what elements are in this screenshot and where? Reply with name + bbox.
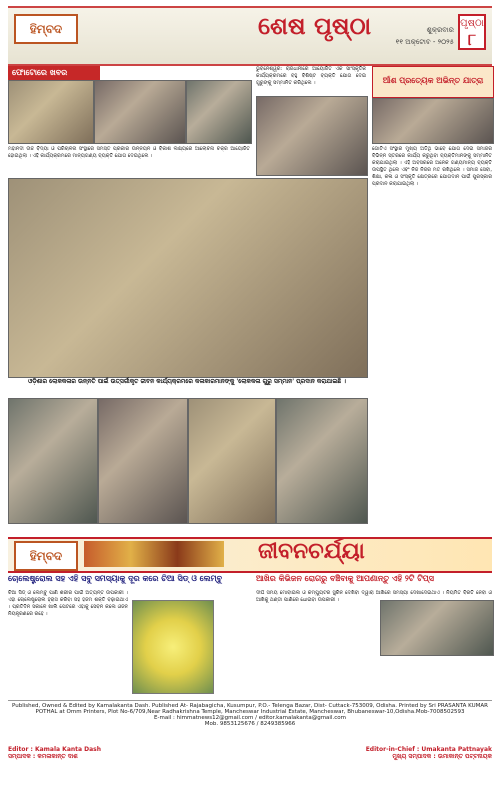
lifestyle-headline-left: ଚୋଲେଷ୍ଟ୍ରୋଲ ସହ ଏହି ସବୁ ସମସ୍ୟାକୁ ଦୂର କରେ ଚିଆ ସିଡ୍ ଓ ଲେମ୍ବୁ xyxy=(8,574,223,583)
section-title: ଶେଷ ପୃଷ୍ଠା xyxy=(258,12,372,40)
right-article-text: ଗୋଟିଏ ସଂସ୍ଥାର ମୁଖ୍ୟ ଅତିଥି ଭାବେ ଯୋଗ ଦେଇ ସମାଜର ବିଭିନ୍ନ ସ୍ତରରେ କାର୍ଯ୍ୟ କରୁଥିବା ବ୍ୟକ୍ତିମାନଙ୍କୁ ସମ୍ମାନିତ କରାଯାଇଥିଲା । ଏହି ଅବସରରେ ଅନେକ ଗଣ୍ୟମାନ୍ୟ ବ୍ୟକ୍ତି ଉପସ୍ଥିତ ଥିଲେ ଏବଂ ନିଜ ନିଜର ମତ ରଖିଥିଲେ । ସମାଜ ସେବା, ଶିକ୍ଷା, କଳା ଓ ସଂସ୍କୃତି କ୍ଷେତ୍ରରେ ଯୋଗଦାନ ପାଇଁ ପୁରସ୍କାର ପ୍ରଦାନ କରାଯାଇଥିଲା । xyxy=(372,146,492,187)
right-headline-box xyxy=(372,66,494,98)
lifestyle-headline-right: ଆଖିର କିଭିଜନ ରୋଗରୁ ବଞ୍ଚିବାକୁ ଆପଣାନ୍ତୁ ଏହି ୨ଟି ଟିପ୍ସ xyxy=(256,574,434,583)
editor-in-chief-odia: ମୁଖ୍ୟ ସମ୍ପାଦକ : ଉମାକାନ୍ତ ପଟ୍ଟନାୟକ xyxy=(392,753,492,760)
main-group-photo xyxy=(8,178,368,378)
footer-email: E-mail : himmatnews12@gmail.com / editor.kamalakanta@gmail.com xyxy=(154,715,346,721)
left-article-text: ମହାନଦୀ ଉଚ୍ଚ ବିଦ୍ୟା ଓ ପରିଚାଳନା ସଂସ୍ଥାରେ ସମସ୍ତ ପ୍ରକାର ଉନ୍ନୟନ ଓ ବିକାଶ ଲକ୍ଷ୍ୟରେ ଆଲୋଚନା ଚକ୍ର ଆୟୋଜିତ ହୋଇଥିଲା । ଏହି କାର୍ଯ୍ୟକ୍ରମରେ ମାନ୍ୟଗଣ୍ୟ ବ୍ୟକ୍ତି ଯୋଗ ଦେଇଥିଲେ । xyxy=(8,146,250,159)
newspaper-logo: ହିମ୍ବଦ xyxy=(14,14,78,44)
date-label: ୧୧ ଅକ୍ଟୋବ - ୨୦୨୫ xyxy=(395,38,454,46)
top-article-text: ଭୁବନେଶ୍ୱର: ରାଜଧାନୀରେ ଆୟୋଜିତ ଏକ ସାଂସ୍କୃତିକ କାର୍ଯ୍ୟକ୍ରମରେ ବହୁ ବିଶିଷ୍ଟ ବ୍ୟକ୍ତି ଯୋଗ ଦେଇ ଗୁରୁଙ୍କୁ ସମ୍ମାନିତ କରିଥିଲେ । xyxy=(256,66,366,86)
news-photo-bottom-4 xyxy=(276,398,368,524)
editor-name-odia: ସମ୍ପାଦକ : କମଳାକାନ୍ତ ଦାଶ xyxy=(8,753,78,760)
lifestyle-band xyxy=(8,537,492,573)
footer-publication-info: Published, Owned & Edited by Kamalakanta Dash. Published At- Rajabagicha, Kusumpur, P.O.- Telenga Bazar, Dist- Cuttack-753009, Odisha. Printed by Sri PRASANTA KUMAR POTHAL at Omm Printers, Plot No-6/709,Near Radhakrishna Temple, Mancheswar Industrial Estate, Mancheswar, Bhubaneswar-10,Odisha.Mob-7008502593 xyxy=(8,700,492,715)
main-photo-caption: ଓଡ଼ିଶାର ଲୋକକଳାର ଉନ୍ନତି ପାଇଁ ଉତ୍ସର୍ଗୀକୃତ ଜୀବନ କାର୍ଯ୍ୟକ୍ରମରେ କଳାକାରମାନଙ୍କୁ 'ଲୋକକଳା ଗୁରୁ ସମ୍ମାନ' ପ୍ରଦାନ କରାଯାଇଛି । xyxy=(28,378,346,385)
right-article-photo xyxy=(372,98,494,144)
page-number: ୮ xyxy=(467,30,477,49)
news-photo-top-mid xyxy=(256,96,368,176)
news-photo-left-1 xyxy=(8,80,94,144)
day-label: ଶୁକ୍ରବାର xyxy=(426,26,454,34)
lemon-chia-photo xyxy=(132,600,214,694)
news-photo-bottom-1 xyxy=(8,398,98,524)
lifestyle-food-photo xyxy=(84,541,224,567)
lifestyle-text-left: ଚିଆ ସିଡ୍ ଓ ଲେମ୍ବୁ ପାଣି ଶରୀର ପାଇଁ ଅତ୍ୟନ୍ତ ଉପକାରୀ । ଏହା ଚୋଲେଷ୍ଟ୍ରୋଲ ହ୍ରାସ କରିବା ସହ ହଜମ ଶକ୍ତି ବଢ଼ାଇଥାଏ । ପ୍ରତିଦିନ ସକାଳେ ଖାଲି ପେଟରେ ଏହାକୁ ସେବନ କଲେ ଓଜନ ନିୟନ୍ତ୍ରଣରେ ରହେ । xyxy=(8,590,128,617)
editor-in-chief: Editor-in-Chief : Umakanta Pattnayak xyxy=(365,746,492,753)
footer xyxy=(8,700,492,780)
masthead xyxy=(8,6,492,66)
page-label: ପୃଷ୍ଠା xyxy=(460,18,484,29)
news-photo-left-2 xyxy=(94,80,186,144)
lifestyle-logo: ହିମ୍ବଦ xyxy=(14,541,78,571)
editor-name: Editor : Kamala Kanta Dash xyxy=(8,746,102,753)
footer-phone: Mob. 9853125676 / 8249385966 xyxy=(204,721,296,727)
news-photo-bottom-3 xyxy=(188,398,276,524)
lifestyle-text-right: ଦୀର୍ଘ ସମୟ ମୋବାଇଲ ଓ କମ୍ପ୍ୟୁଟର ସ୍କ୍ରିନ ଦେଖିବା ଦ୍ୱାରା ଆଖିରେ ସମସ୍ୟା ଦେଖାଦେଇଥାଏ । ନିୟମିତ ବିରତି ନେବା ଓ ଆଖିକୁ ଥଣ୍ଡା ପାଣିରେ ଧୋଇବା ଉପକାରୀ । xyxy=(256,590,492,603)
eye-care-photo xyxy=(380,600,494,656)
photo-news-banner: ଫୋଟୋରେ ଖବର xyxy=(8,66,100,80)
page-number-box xyxy=(458,14,486,50)
news-photo-left-3 xyxy=(186,80,252,144)
lifestyle-title: ଜୀବନଚର୍ଯ୍ୟା xyxy=(258,539,365,564)
right-headline: ଆଁଶ ପ୍ରତ୍ୟେକ ଅଭିନ୍ତ ଯାତ୍ରା xyxy=(382,76,484,85)
news-photo-bottom-2 xyxy=(98,398,188,524)
